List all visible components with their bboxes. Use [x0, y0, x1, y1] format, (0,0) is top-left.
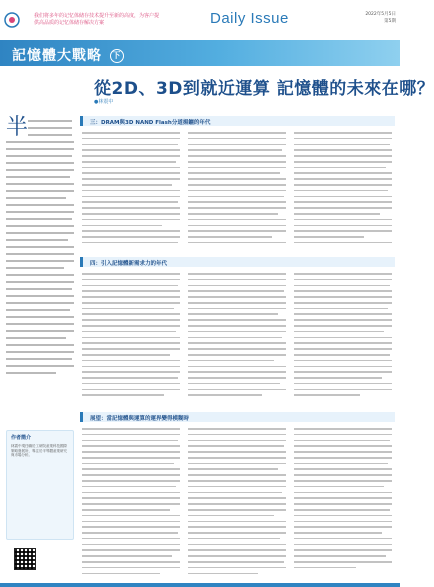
brand-logo-icon — [4, 12, 20, 28]
page-header — [0, 0, 400, 40]
section-outlook-col-2 — [188, 428, 286, 578]
section-heading-outlook: 展望：當記憶體與運算的運界變得模糊時 — [90, 416, 190, 422]
sidebox-text: 林震中現任職於工研院產業科技國際策略發展所，專注於半導體產業研究與市場分析。 — [11, 444, 67, 457]
section-outlook-col-1 — [82, 428, 180, 578]
footer-rule — [0, 583, 400, 587]
author-sidebox — [6, 430, 74, 540]
section-3-col-3 — [294, 132, 392, 248]
article-title: 從2D、3D到就近運算 記憶體的未來在哪？ — [94, 79, 434, 99]
section-3-col-2 — [188, 132, 286, 248]
header-tagline: 我们将多年的记忆体储存技术提升至新的高度，为客户提供高品质的记忆体储存解决方案 — [34, 13, 160, 26]
publication-name: Daily Issue — [210, 10, 289, 27]
drop-cap: 半 — [6, 115, 29, 140]
series-title: 記憶體大戰略 下 — [12, 45, 124, 65]
issue-date: 2022年5月5日 — [365, 12, 396, 17]
section-heading-3: 三：DRAM與3D NAND Flash分道揚鑣的年代 — [90, 120, 211, 126]
qr-code-icon[interactable] — [14, 548, 36, 570]
section-outlook-col-3 — [294, 428, 392, 573]
issue-number: 第5期 — [384, 19, 396, 24]
series-part-badge: 下 — [110, 49, 124, 63]
section-3-col-1 — [82, 132, 180, 248]
section-4-col-1 — [82, 273, 180, 400]
section-4-col-2 — [188, 273, 286, 400]
sidebox-title: 作者簡介 — [11, 435, 32, 441]
section-heading-4: 四：引入記憶體新需求力的年代 — [90, 261, 168, 267]
issue-info — [356, 11, 396, 25]
section-4-col-3 — [294, 273, 392, 400]
article-byline: ●林震中 — [94, 99, 114, 105]
intro-column — [6, 115, 74, 379]
